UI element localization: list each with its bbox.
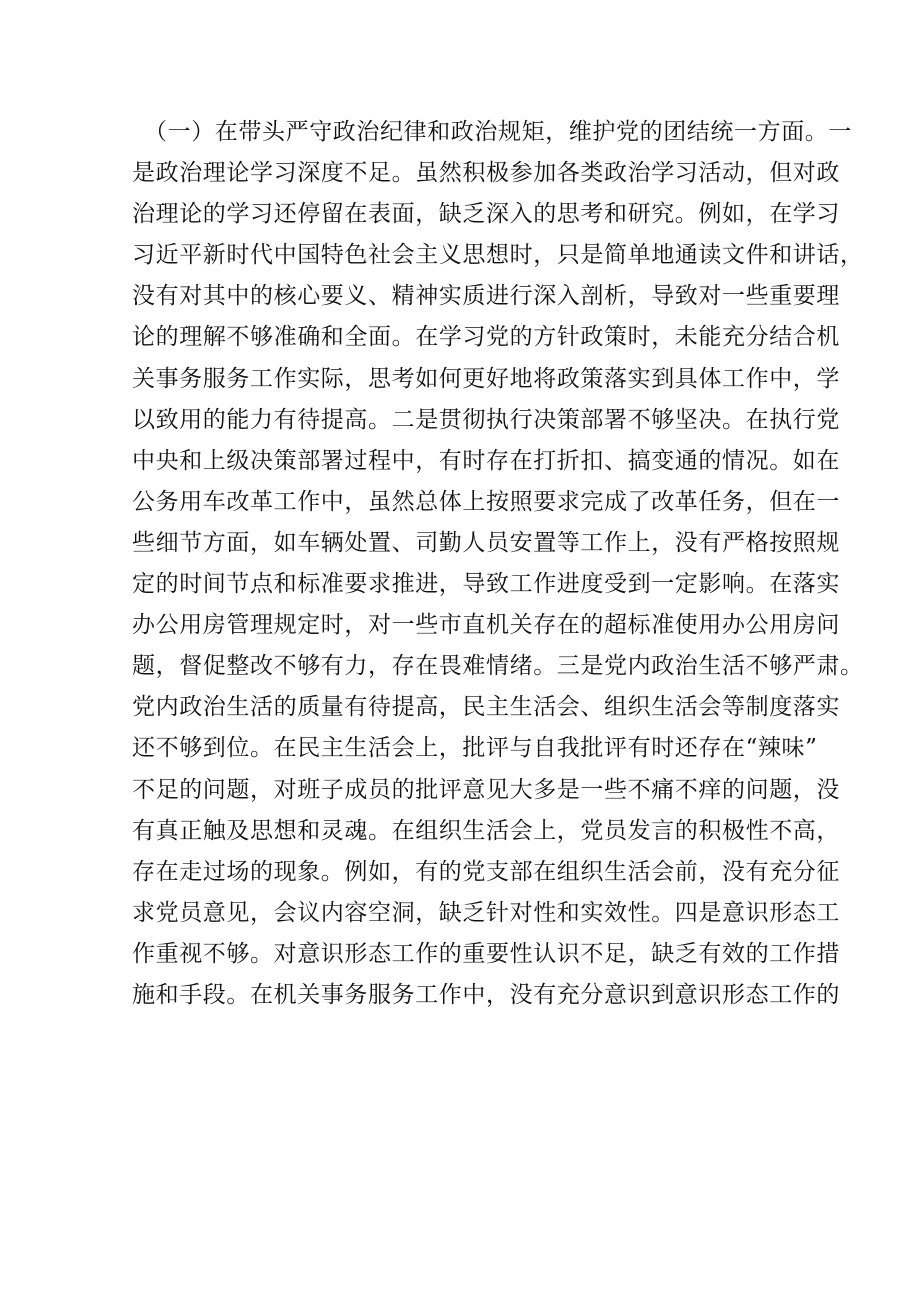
document-body bbox=[132, 112, 864, 1016]
text-line: 办公用房管理规定时，对一些市直机关存在的超标准使用办公用房问 bbox=[132, 612, 840, 639]
text-line: 公务用车改革工作中，虽然总体上按照要求完成了改革任务，但在一 bbox=[132, 488, 840, 515]
text-line: 还不够到位。在民主生活会上，批评与自我批评有时还存在“辣味” bbox=[132, 735, 818, 762]
text-line: 是政治理论学习深度不足。虽然积极参加各类政治学习活动，但对政 bbox=[132, 160, 840, 187]
text-line: 中央和上级决策部署过程中，有时存在打折扣、搞变通的情况。如在 bbox=[132, 447, 840, 474]
text-line: 题，督促整改不够有力，存在畏难情绪。三是党内政治生活不够严肃。 bbox=[132, 653, 864, 680]
text-line: 不足的问题，对班子成员的批评意见大多是一些不痛不痒的问题，没 bbox=[132, 776, 840, 803]
text-line: 些细节方面，如车辆处置、司勤人员安置等工作上，没有严格按照规 bbox=[132, 529, 840, 556]
text-line: 党内政治生活的质量有待提高，民主生活会、组织生活会等制度落实 bbox=[132, 694, 840, 721]
text-line: 关事务服务工作实际，思考如何更好地将政策落实到具体工作中，学 bbox=[132, 365, 840, 392]
text-line: 存在走过场的现象。例如，有的党支部在组织生活会前，没有充分征 bbox=[132, 858, 840, 885]
text-line: 作重视不够。对意识形态工作的重要性认识不足，缺乏有效的工作措 bbox=[132, 940, 840, 967]
text-line: 没有对其中的核心要义、精神实质进行深入剖析，导致对一些重要理 bbox=[132, 283, 840, 310]
text-line: 求党员意见，会议内容空洞，缺乏针对性和实效性。四是意识形态工 bbox=[132, 899, 840, 926]
text-line: 论的理解不够准确和全面。在学习党的方针政策时，未能充分结合机 bbox=[132, 324, 840, 351]
text-line: 施和手段。在机关事务服务工作中，没有充分意识到意识形态工作的 bbox=[132, 981, 840, 1008]
text-line: （一）在带头严守政治纪律和政治规矩，维护党的团结统一方面。一 bbox=[144, 119, 852, 145]
text-line: 治理论的学习还停留在表面，缺乏深入的思考和研究。例如，在学习 bbox=[132, 201, 840, 228]
text-line: 习近平新时代中国特色社会主义思想时，只是简单地通读文件和讲话， bbox=[132, 242, 864, 269]
text-line: 定的时间节点和标准要求推进，导致工作进度受到一定影响。在落实 bbox=[132, 571, 840, 598]
text-line: 有真正触及思想和灵魂。在组织生活会上，党员发言的积极性不高， bbox=[132, 817, 840, 844]
text-line: 以致用的能力有待提高。二是贯彻执行决策部署不够坚决。在执行党 bbox=[132, 406, 840, 433]
